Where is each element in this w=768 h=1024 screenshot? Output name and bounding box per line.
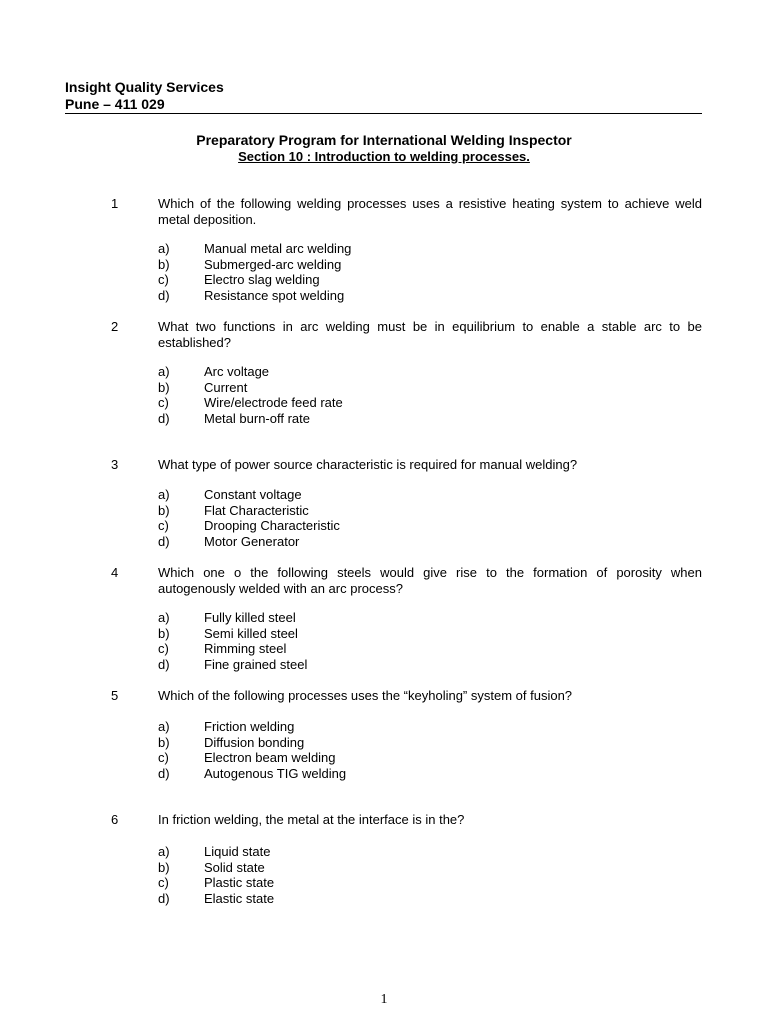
option-text: Semi killed steel — [204, 625, 298, 641]
option-item — [158, 257, 702, 273]
option-item — [158, 534, 702, 550]
option-list — [158, 719, 702, 781]
section-subtitle: Section 10 : Introduction to welding processes. — [238, 149, 530, 164]
option-text: Motor Generator — [204, 533, 300, 549]
option-text: Autogenous TIG welding — [204, 765, 347, 781]
question-number: 4 — [111, 565, 119, 580]
option-text: Fully killed steel — [204, 610, 296, 625]
option-item — [158, 503, 702, 519]
option-text: Friction welding — [204, 719, 295, 734]
option-item — [158, 657, 702, 673]
option-letter: d) — [158, 533, 170, 549]
question-number: 2 — [111, 319, 119, 334]
question-number: 6 — [111, 812, 119, 827]
option-text: Elastic state — [204, 890, 275, 906]
question-text: What two functions in arc welding must be in equilibrium to enable a stable arc to be established? — [158, 319, 702, 350]
option-letter: a) — [158, 844, 170, 859]
option-item — [158, 364, 702, 380]
option-text: Manual metal arc welding — [204, 241, 352, 256]
option-list — [158, 364, 702, 426]
option-list — [158, 610, 702, 672]
option-item — [158, 844, 702, 860]
option-list — [158, 487, 702, 549]
option-letter: b) — [158, 859, 170, 875]
option-letter: b) — [158, 734, 170, 750]
option-text: Rimming steel — [204, 641, 287, 656]
option-text: Solid state — [204, 859, 265, 875]
option-letter: c) — [158, 395, 169, 410]
option-list — [158, 844, 702, 906]
option-item — [158, 272, 702, 288]
option-text: Electro slag welding — [204, 272, 320, 287]
option-letter: d) — [158, 890, 170, 906]
option-text: Current — [204, 379, 248, 395]
option-item — [158, 641, 702, 657]
option-letter: d) — [158, 765, 170, 781]
question-text: What type of power source characteristic is required for manual welding? — [158, 457, 578, 472]
option-item — [158, 241, 702, 257]
header-divider — [65, 113, 702, 114]
option-text: Electron beam welding — [204, 750, 336, 765]
page-number: 1 — [380, 992, 388, 1007]
option-text: Drooping Characteristic — [204, 518, 340, 533]
option-item — [158, 288, 702, 304]
option-letter: d) — [158, 410, 170, 426]
option-letter: a) — [158, 719, 170, 734]
question-text: In friction welding, the metal at the interface is in the? — [158, 812, 465, 827]
option-item — [158, 626, 702, 642]
option-letter: c) — [158, 641, 169, 656]
option-letter: b) — [158, 256, 170, 272]
option-text: Wire/electrode feed rate — [204, 395, 343, 410]
question-text: Which of the following welding processes uses a resistive heating system to achieve weld metal deposition. — [158, 196, 702, 227]
option-letter: d) — [158, 287, 170, 303]
question-number: 5 — [111, 688, 119, 703]
option-text: Fine grained steel — [204, 656, 308, 672]
question-number: 3 — [111, 457, 119, 472]
option-text: Resistance spot welding — [204, 287, 345, 303]
option-letter: a) — [158, 487, 170, 502]
option-item — [158, 610, 702, 626]
option-text: Diffusion bonding — [204, 734, 305, 750]
option-item — [158, 395, 702, 411]
option-letter: a) — [158, 610, 170, 625]
question-number: 1 — [111, 196, 119, 211]
organization-name: Insight Quality Services — [65, 79, 224, 95]
document-title: Preparatory Program for International Welding Inspector — [196, 132, 572, 148]
option-item — [158, 411, 702, 427]
option-item — [158, 766, 702, 782]
question-text: Which one o the following steels would give rise to the formation of porosity when autogenously welded with an arc process? — [158, 565, 702, 596]
option-item — [158, 875, 702, 891]
option-letter: c) — [158, 875, 169, 890]
option-letter: b) — [158, 502, 170, 518]
option-letter: b) — [158, 625, 170, 641]
option-item — [158, 891, 702, 907]
question-text: Which of the following processes uses the “keyholing” system of fusion? — [158, 688, 573, 703]
option-letter: c) — [158, 518, 169, 533]
option-letter: d) — [158, 656, 170, 672]
option-item — [158, 487, 702, 503]
option-text: Submerged-arc welding — [204, 256, 342, 272]
option-item — [158, 518, 702, 534]
option-text: Constant voltage — [204, 487, 302, 502]
option-item — [158, 735, 702, 751]
organization-city: Pune – 411 029 — [65, 96, 165, 112]
option-letter: a) — [158, 364, 170, 379]
option-item — [158, 719, 702, 735]
option-text: Plastic state — [204, 875, 275, 890]
option-item — [158, 750, 702, 766]
option-text: Flat Characteristic — [204, 502, 309, 518]
option-letter: c) — [158, 272, 169, 287]
option-letter: b) — [158, 379, 170, 395]
option-letter: a) — [158, 241, 170, 256]
option-text: Arc voltage — [204, 364, 270, 379]
option-text: Metal burn-off rate — [204, 410, 310, 426]
option-list — [158, 241, 702, 303]
option-text: Liquid state — [204, 844, 271, 859]
option-item — [158, 380, 702, 396]
option-letter: c) — [158, 750, 169, 765]
option-item — [158, 860, 702, 876]
